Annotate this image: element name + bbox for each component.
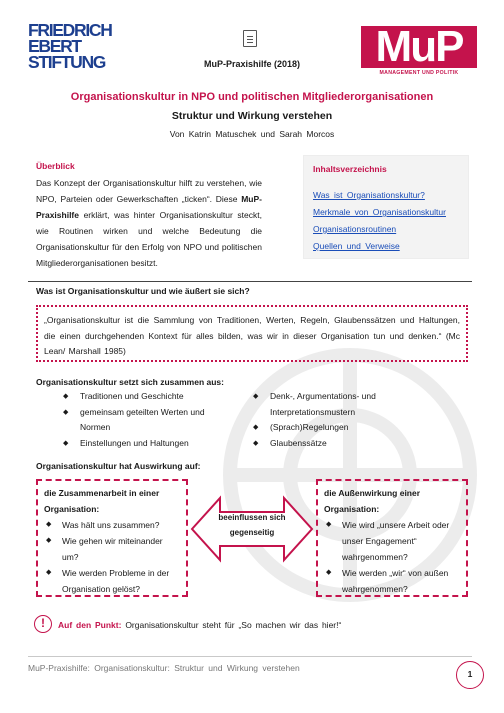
- composition-list-right: [253, 389, 403, 451]
- mup-logo: [361, 26, 477, 78]
- authors: Von Katrin Matuschek und Sarah Morcos: [169, 129, 335, 139]
- fes-logo-line: FRIEDRICH: [28, 20, 112, 40]
- footer-text: MuP-Praxishilfe: Organisationskultur: Struktur und Wirkung verstehen: [28, 663, 300, 673]
- list-item: ◆ Denk-, Argumentations- und Interpretationsmustern: [253, 389, 403, 420]
- impact-list-external: [324, 517, 460, 597]
- mup-logo-text: MuP: [361, 26, 477, 68]
- key-point-label: Auf den Punkt:: [58, 620, 122, 630]
- composition-list-left: [63, 389, 223, 451]
- key-point: [58, 620, 341, 630]
- praxishilfe-label: MuP-Praxishilfe (2018): [203, 59, 301, 69]
- list-item: ◆ Wie werden „wir“ von außen wahrgenommen?: [324, 565, 460, 597]
- arrow-label: beeinflussen sich gegenseitig: [218, 513, 286, 537]
- toc-link-organisationskultur[interactable]: Was ist Organisationskultur?: [313, 190, 425, 200]
- toc-link-quellen[interactable]: Quellen und Verweise: [313, 241, 400, 251]
- divider: [28, 281, 472, 282]
- fes-logo-line: STIFTUNG: [28, 52, 106, 72]
- footer-divider: [28, 656, 472, 657]
- toc-item: [313, 238, 446, 255]
- section-heading-zusammensetzung: Organisationskultur setzt sich zusammen aus:: [36, 377, 224, 387]
- page-number: 1: [456, 661, 484, 689]
- mup-logo-subtitle: MANAGEMENT UND POLITIK: [379, 70, 459, 76]
- toc-list: [313, 187, 446, 255]
- key-point-text: Organisationskultur steht für „So machen wir das hier!“: [121, 620, 342, 630]
- list-item: ◆ Was hält uns zusammen?: [44, 517, 180, 533]
- list-item: ◆ Traditionen und Geschichte: [63, 389, 223, 405]
- toc-item: [313, 221, 446, 238]
- toc-item: [313, 187, 446, 204]
- list-item: ◆ Wie wird „unsere Arbeit oder unser Engagement“ wahrgenommen?: [324, 517, 460, 565]
- impact-box-label: die Zusammenarbeit in einer Organisation:: [44, 488, 160, 514]
- exclamation-icon: !: [34, 615, 52, 633]
- impact-list-internal: [44, 517, 180, 597]
- list-item: ◆ Wie gehen wir miteinander um?: [44, 533, 180, 565]
- quote-box: „Organisationskultur ist die Sammlung von Traditionen, Werten, Regeln, Glaubenssätzen und Haltungen, die einen durchgehenden Kontext für alles bilden, was wir in dieser Organisation tun und denken.“ (Mc Lean/ Marshall 1985): [36, 305, 468, 362]
- toc-heading: Inhaltsverzeichnis: [313, 164, 387, 174]
- impact-box-external: [316, 479, 468, 597]
- list-item: ◆ Glaubenssätze: [253, 436, 403, 452]
- overview-text: [36, 175, 262, 271]
- section-heading-auswirkung: Organisationskultur hat Auswirkung auf:: [36, 461, 201, 471]
- toc-link-merkmale[interactable]: Merkmale von Organisationskultur: [313, 207, 446, 217]
- toc-item: [313, 204, 446, 221]
- list-item: ◆ Einstellungen und Haltungen: [63, 436, 223, 452]
- section-heading-was-ist: Was ist Organisationskultur und wie äußert sie sich?: [36, 286, 250, 296]
- list-item: ◆ Wie werden Probleme in der Organisation gelöst?: [44, 565, 180, 597]
- list-item: ◆ (Sprach)Regelungen: [253, 420, 403, 436]
- overview-text-part: erklärt, was hinter Organisationskultur steckt, wie Routinen wirken und welche Bedeutung die Organisationskultur für den Erfolg von NPO und politischen Mitgliederorganisationen besitzt.: [36, 210, 262, 268]
- subtitle: Struktur und Wirkung verstehen: [171, 110, 333, 122]
- main-title: Organisationskultur in NPO und politischen Mitgliederorganisationen: [70, 91, 434, 103]
- impact-box-label: die Außenwirkung einer Organisation:: [324, 488, 421, 514]
- overview-heading: Überblick: [36, 161, 75, 171]
- toc-link-routinen[interactable]: Organisationsroutinen: [313, 224, 397, 234]
- document-icon: [243, 30, 257, 47]
- fes-logo-line: EBERT: [28, 36, 81, 56]
- overview-text-part: Das Konzept der Organisationskultur hilft zu verstehen, wie NPO, Parteien oder Gewerkschaften „ticken“. Diese: [36, 178, 262, 204]
- overview-text-bold: MuP-Praxishilfe: [36, 194, 262, 220]
- list-item: ◆ gemeinsam geteilten Werten und Normen: [63, 405, 223, 436]
- impact-box-internal: [36, 479, 188, 597]
